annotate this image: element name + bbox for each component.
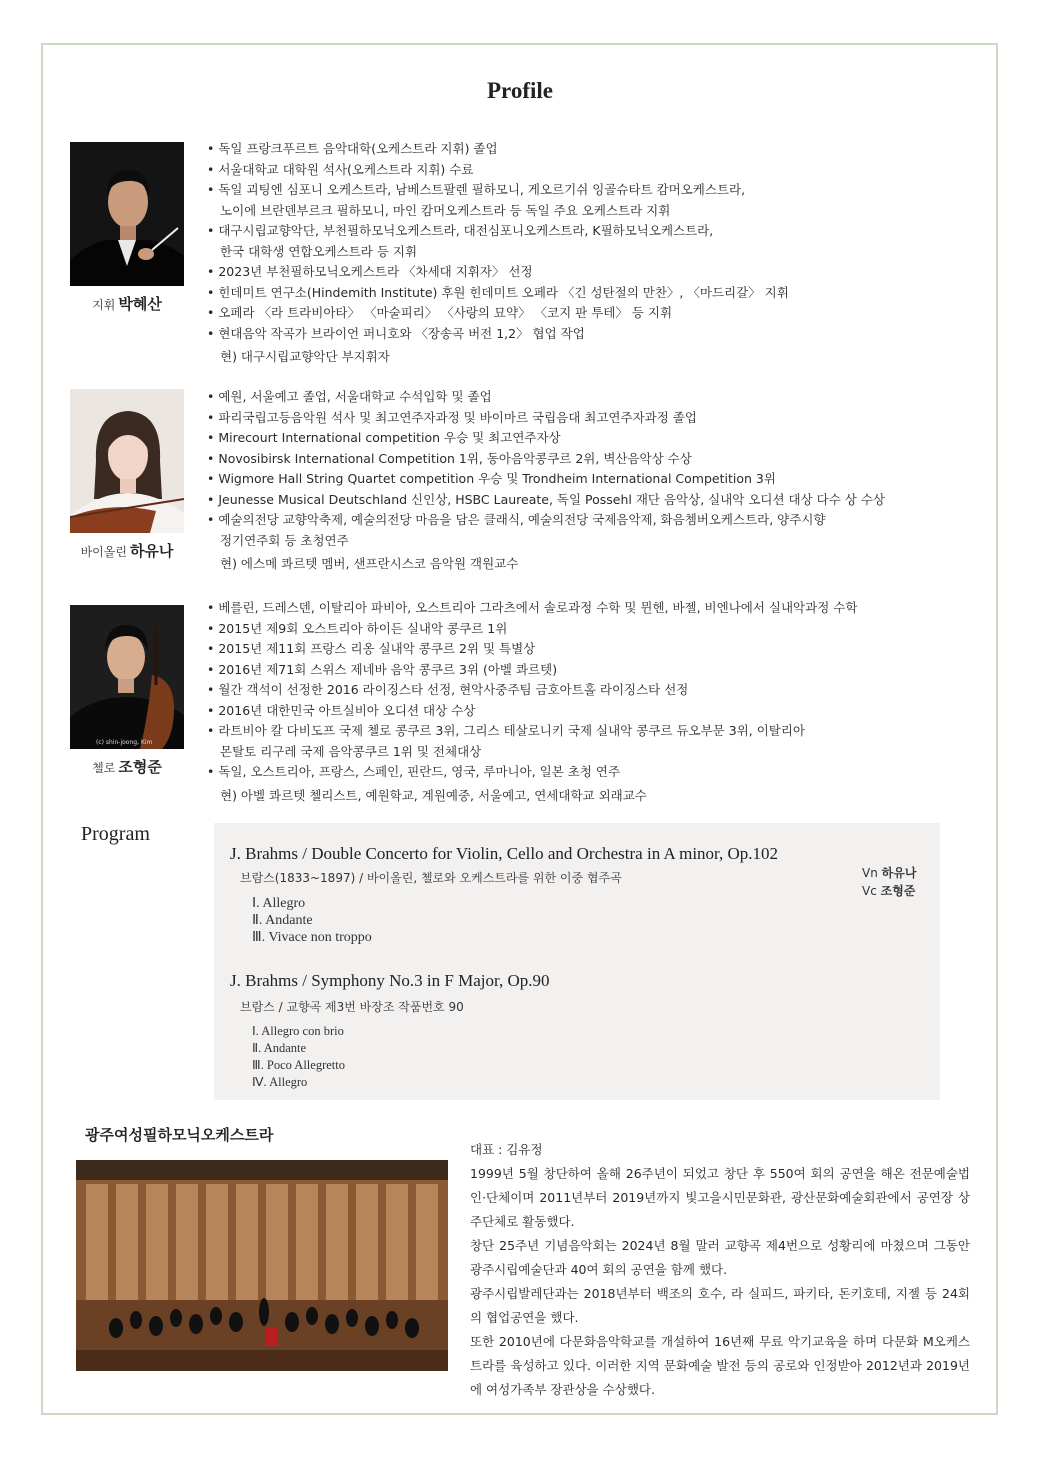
bio-item: • 오페라 〈라 트라비아타〉 〈마술피리〉 〈사랑의 묘약〉 〈코지 판 투테〉 등 지휘 [207, 303, 789, 324]
movement: Ⅰ. Allegro con brio [252, 1024, 344, 1038]
movement: Ⅱ. Andante [252, 1041, 307, 1055]
orchestra-paragraph: 광주시립발레단과는 2018년부터 백조의 호수, 라 실피드, 파키타, 돈키호테, 지젤 등 24회의 협업공연을 했다. [470, 1286, 970, 1325]
bio-item: • Novosibirsk International Competition 1위, 동아음악콩쿠르 2위, 벽산음악상 수상 [207, 449, 885, 470]
movement: Ⅲ. Vivace non troppo [252, 930, 372, 945]
bio-item: • Jeunesse Musical Deutschland 신인상, HSBC Laureate, 독일 Possehl 재단 음악상, 실내악 오디션 대상 다수 상 수상 [207, 490, 885, 511]
orchestra-photo [76, 1160, 448, 1371]
orchestra-paragraph: 1999년 5월 창단하여 올해 26주년이 되었고 창단 후 550여 회의 공연을 해온 전문예술법인·단체이며 2011년부터 2019년까지 빛고을시민문화관, 광산문화예술회관에서 공연장 상주단체로 활동했다. [470, 1166, 970, 1229]
current-position: 현) 아벨 콰르텟 첼리스트, 예원학교, 계원예중, 서울예고, 연세대학교 외래교수 [220, 787, 647, 803]
soloist-cello: Vc 조형준 [862, 884, 916, 898]
violinist-role: 바이올린 [80, 545, 127, 559]
orchestra-paragraph: 또한 2010년에 다문화음악학교를 개설하여 16년째 무료 악기교육을 하며 다문화 M오케스트라를 육성하고 있다. 이러한 지역 문화예술 발전 등의 공로와 인정받아 2012년과 2019년에 여성가족부 장관상을 수상했다. [470, 1334, 970, 1397]
bio-item: • 독일, 오스트리아, 프랑스, 스페인, 핀란드, 영국, 루마니아, 일본 초청 연주 [207, 762, 857, 783]
orchestra-description [470, 1138, 970, 1402]
conductor-name: 박혜산 [118, 295, 162, 313]
violinist-photo [70, 389, 184, 533]
bio-item: • 2015년 제11회 프랑스 리옹 실내악 콩쿠르 2위 및 특별상 [207, 639, 857, 660]
orchestra-representative: 대표 : 김유정 [470, 1142, 543, 1157]
cellist-name: 조형준 [118, 758, 162, 776]
orchestra-paragraph: 창단 25주년 기념음악회는 2024년 8월 말러 교향곡 제4번으로 성황리에 마쳤으며 그동안 광주시립예술단과 40여 회의 공연을 함께 했다. [470, 1238, 970, 1277]
bio-item: • Mirecourt International competition 우승 및 최고연주자상 [207, 428, 885, 449]
cellist-caption [70, 756, 184, 777]
violinist-bio [207, 387, 885, 575]
work-title: J. Brahms / Symphony No.3 in F Major, Op.90 [230, 971, 550, 990]
bio-item: • 베를린, 드레스덴, 이탈리아 파비아, 오스트리아 그라츠에서 솔로과정 수학 및 뮌헨, 바젤, 비엔나에서 실내악과정 수학 [207, 598, 857, 619]
bio-item: • 2016년 제71회 스위스 제네바 음악 콩쿠르 3위 (아벨 콰르텟) [207, 660, 857, 681]
program-heading: Program [81, 823, 150, 845]
movement: Ⅰ. Allegro [252, 896, 306, 911]
bio-item: • 서울대학교 대학원 석사(오케스트라 지휘) 수료 [207, 160, 789, 181]
conductor-photo [70, 142, 184, 286]
movement-list [252, 895, 372, 946]
bio-item: • 예술의전당 교향악축제, 예술의전당 마음을 담은 클래식, 예술의전당 국제음악제, 화음쳄버오케스트라, 양주시향 정기연주회 등 초청연주 [207, 510, 885, 551]
bio-item: • 독일 괴팅엔 심포니 오케스트라, 남베스트팔렌 필하모니, 게오르기쉬 잉골슈타트 캄머오케스트라, 노이에 브란덴부르크 필하모니, 마인 캄머오케스트라 등 독일 주요 오케스트라 지휘 [207, 180, 789, 221]
violinist-caption [70, 540, 184, 561]
bio-item: • Wigmore Hall String Quartet competition 우승 및 Trondheim International Competition 3위 [207, 469, 885, 490]
cellist-photo [70, 605, 184, 749]
movement-list [252, 1023, 345, 1091]
page-title: Profile [487, 78, 553, 103]
bio-item: • 대구시립교향악단, 부천필하모닉오케스트라, 대전심포니오케스트라, K필하모닉오케스트라, 한국 대학생 연합오케스트라 등 지휘 [207, 221, 789, 262]
program-box [214, 823, 940, 1100]
work-subtitle: 브람스 / 교향곡 제3번 바장조 작품번호 90 [240, 1000, 464, 1014]
photo-credit: (c) shin-joong, Kim [96, 739, 153, 746]
soloist-violin: Vn 하유나 [862, 866, 917, 880]
orchestra-name: 광주여성필하모닉오케스트라 [85, 1126, 274, 1144]
cellist-bio [207, 598, 857, 806]
movement: Ⅲ. Poco Allegretto [252, 1058, 345, 1072]
soloists [862, 864, 916, 900]
bio-item: • 힌데미트 연구소(Hindemith Institute) 후원 힌데미트 오페라 〈긴 성탄절의 만찬〉, 〈마드리갈〉 지휘 [207, 283, 789, 304]
bio-item: • 현대음악 작곡가 브라이언 퍼니호와 〈장송곡 버전 1,2〉 협업 작업 [207, 324, 789, 345]
bio-item: • 2015년 제9회 오스트리아 하이든 실내악 콩쿠르 1위 [207, 619, 857, 640]
work-subtitle: 브람스(1833~1897) / 바이올린, 첼로와 오케스트라를 위한 이중 협주곡 [240, 871, 622, 885]
bio-item: • 2016년 대한민국 아트실비아 오디션 대상 수상 [207, 701, 857, 722]
violinist-name: 하유나 [129, 542, 174, 560]
cellist-role: 첼로 [92, 761, 116, 775]
conductor-caption [70, 293, 184, 314]
current-position: 현) 에스메 콰르텟 멤버, 샌프란시스코 음악원 객원교수 [220, 556, 519, 571]
bio-item: • 파리국립고등음악원 석사 및 최고연주자과정 및 바이마르 국립음대 최고연주자과정 졸업 [207, 408, 885, 429]
bio-item: • 라트비아 칼 다비도프 국제 첼로 콩쿠르 3위, 그리스 테살로니키 국제 실내악 콩쿠르 듀오부문 3위, 이탈리아 몬탈토 리구레 국제 음악콩쿠르 1위 및 전체대상 [207, 721, 857, 762]
conductor-role: 지휘 [92, 298, 116, 312]
conductor-bio [207, 139, 789, 368]
movement: Ⅳ. Allegro [252, 1075, 308, 1089]
bio-item: • 2023년 부천필하모닉오케스트라 〈차세대 지휘자〉 선정 [207, 262, 789, 283]
work-title: J. Brahms / Double Concerto for Violin, Cello and Orchestra in A minor, Op.102 [230, 844, 779, 863]
bio-item: • 독일 프랑크푸르트 음악대학(오케스트라 지휘) 졸업 [207, 139, 789, 160]
current-position: 현) 대구시립교향악단 부지휘자 [220, 349, 390, 364]
bio-item: • 예원, 서울예고 졸업, 서울대학교 수석입학 및 졸업 [207, 387, 885, 408]
bio-item: • 월간 객석이 선정한 2016 라이징스타 선정, 현악사중주팀 금호아트홀 라이징스타 선정 [207, 680, 857, 701]
movement: Ⅱ. Andante [252, 913, 313, 928]
